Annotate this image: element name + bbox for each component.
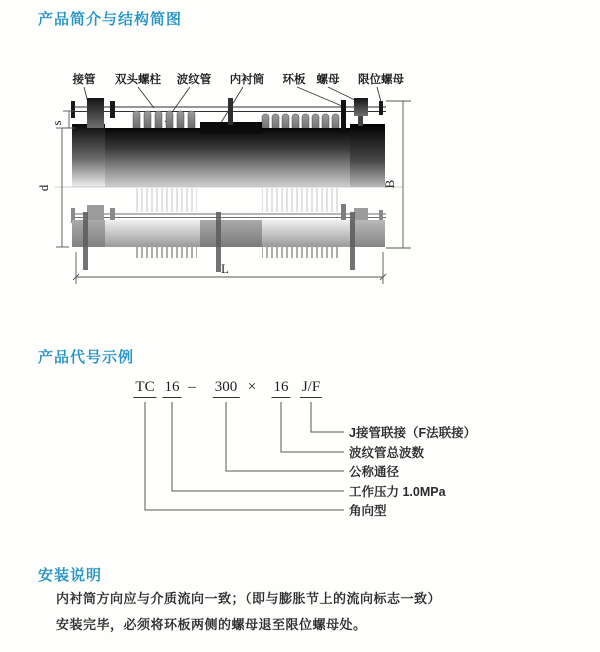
label-connecting-pipe: 接管 (72, 74, 96, 86)
product-code-figure (0, 378, 600, 538)
annotation-connection: J接管联接（F法联接） (349, 426, 477, 440)
annotation-type: 角向型 (349, 504, 387, 518)
section-title-install: 安装说明 (38, 567, 103, 584)
install-line-2: 安装完毕，必须将环板两侧的螺母退至限位螺母处。 (56, 617, 367, 632)
liner-band-lower (200, 220, 262, 247)
code-seg-connection: J/F (300, 378, 322, 398)
dimension-b (382, 101, 411, 248)
code-seg-type: TC (133, 378, 156, 398)
install-instructions (56, 590, 556, 642)
spikes-left (133, 247, 197, 258)
spikes-right (262, 247, 340, 258)
code-seg-times: × (247, 379, 257, 395)
end-pipe-left-lower (72, 220, 105, 247)
section-title-intro: 产品简介与结构简图 (38, 11, 183, 28)
part-labels (72, 72, 405, 86)
dim-letter-b: B (382, 179, 397, 189)
shell-upper (72, 128, 385, 187)
label-bellows: 波纹管 (176, 74, 212, 86)
label-double-end-stud: 双头螺柱 (115, 74, 161, 86)
ghost-bellows-right (262, 188, 340, 212)
code-seg-waves: 16 (272, 378, 291, 398)
code-annotation-lines (0, 378, 600, 538)
annotation-pressure: 工作压力 1.0MPa (349, 485, 446, 499)
annotation-wave-count: 波纹管总波数 (349, 446, 425, 460)
dim-letter-l: L (221, 261, 229, 276)
dimension-d (36, 128, 69, 247)
code-seg-dash: – (188, 379, 196, 395)
end-pipe-right (350, 124, 385, 187)
dim-letter-s: s (49, 120, 64, 126)
tie-rod-lower (71, 214, 386, 218)
ghost-bellows-left (133, 188, 197, 212)
code-seg-pressure: 16 (163, 378, 182, 398)
label-inner-liner: 内衬筒 (229, 74, 265, 86)
annotation-diameter: 公称通径 (349, 465, 400, 479)
code-seg-diameter: 300 (213, 378, 240, 398)
label-limit-nut: 限位螺母 (358, 74, 404, 86)
end-pipe-right-lower (350, 220, 385, 247)
label-ring-plate: 环板 (282, 74, 306, 86)
label-nut: 螺母 (316, 74, 340, 86)
expansion-joint-drawing (25, 62, 465, 314)
structure-diagram (25, 62, 465, 314)
end-pipe-left (72, 124, 105, 187)
section-title-code: 产品代号示例 (38, 349, 135, 366)
dim-letter-d: d (36, 184, 51, 192)
install-line-1: 内衬筒方向应与介质流向一致；（即与膨胀节上的流向标志一致） (56, 591, 442, 606)
